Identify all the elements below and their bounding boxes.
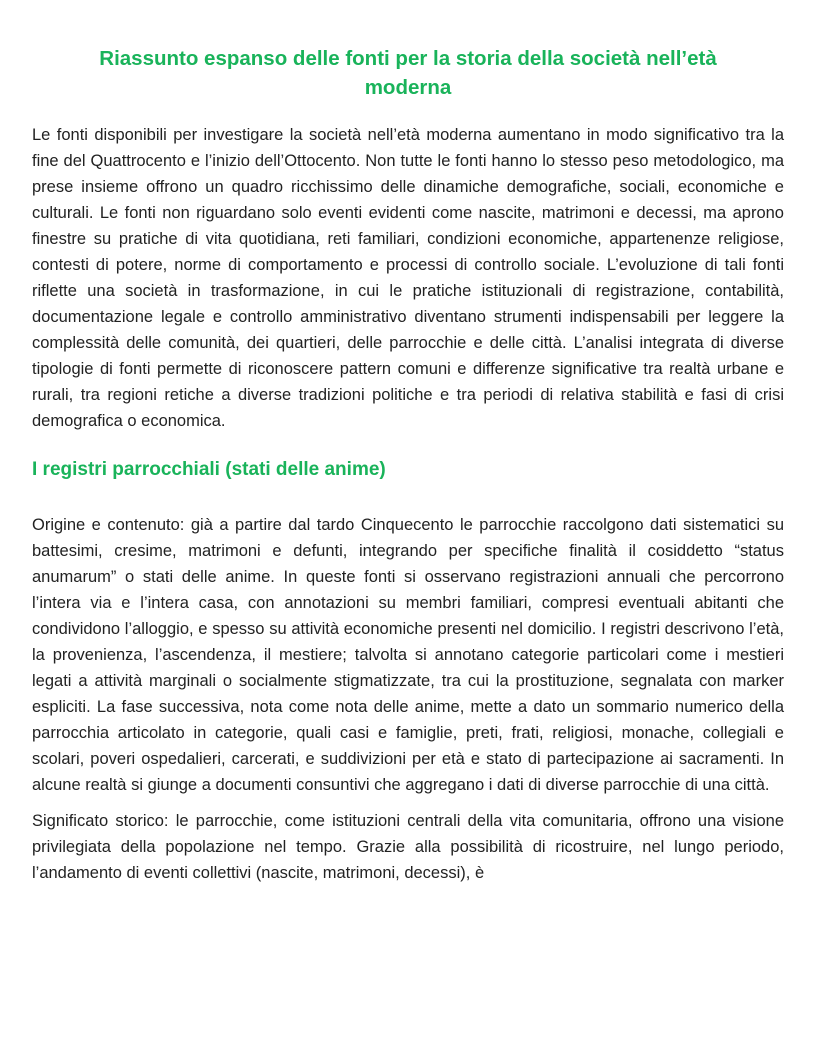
section-paragraph-origine: Origine e contenuto: già a partire dal tardo Cinquecento le parrocchie raccolgono dati sistematici su battesimi, cresime, matrimoni e defunti, integrando per specifiche finalità il cosiddetto “status anumarum” o stati delle anime. In queste fonti si osservano registrazioni annuali che percorrono l’intera via e l’intera casa, con annotazioni su membri familiari, compresi eventuali abitanti che condividono l’alloggio, e spesso su attività economiche presenti nel domicilio. I registri descrivono l’età, la provenienza, l’ascendenza, il mestiere; talvolta si annotano categorie particolari come i mestieri legati a attività marginali o socialmente stigmatizzate, tra cui la prostituzione, segnalata con marker espliciti. La fase successiva, nota come nota delle anime, mette a dato un sommario numerico della parrocchia articolato in categorie, quali casi e famiglie, preti, frati, religiosi, monache, collegiali e scolari, poveri ospedalieri, carcerati, e suddivizioni per età e stato di partecipazione ai sacramenti. In alcune realtà si giunge a documenti consuntivi che aggregano i dati di diverse parrocchie di una città. (32, 516, 784, 794)
document-title: Riassunto espanso delle fonti per la storia della società nell’età moderna (99, 47, 717, 99)
intro-paragraph: Le fonti disponibili per investigare la società nell’età moderna aumentano in modo significativo tra la fine del Quattrocento e l’inizio dell’Ottocento. Non tutte le fonti hanno lo stesso peso metodologico, ma prese insieme offrono un quadro ricchissimo delle dinamiche demografiche, sociali, economiche e culturali. Le fonti non riguardano solo eventi evidenti come nascite, matrimoni e decessi, ma aprono finestre su pratiche di vita quotidiana, reti familiari, condizioni economiche, appartenenze religiose, contesti di potere, norme di comportamento e processi di controllo sociale. L’evoluzione di tali fonti riflette una società in trasformazione, in cui le pratiche istituzionali di registrazione, contabilità, documentazione legale e controllo amministrativo diventano strumenti indispensabili per leggere la complessità delle comunità, dei quartieri, delle parrocchie e delle città. L’analisi integrata di diverse tipologie di fonti permette di riconoscere pattern comuni e differenze significative tra realtà urbane e rurali, tra regioni retiche a diverse tradizioni politiche e tra periodi di relativa stabilità e fasi di crisi demografica o economica. (32, 126, 784, 430)
section-heading-registri-parrocchiali: I registri parrocchiali (stati delle anime) (32, 459, 386, 480)
section-paragraph-significato: Significato storico: le parrocchie, come istituzioni centrali della vita comunitaria, offrono una visione privilegiata della popolazione nel tempo. Grazie alla possibilità di ricostruire, nel lungo periodo, l’andamento di eventi collettivi (nascite, matrimoni, decessi), è (32, 812, 784, 882)
